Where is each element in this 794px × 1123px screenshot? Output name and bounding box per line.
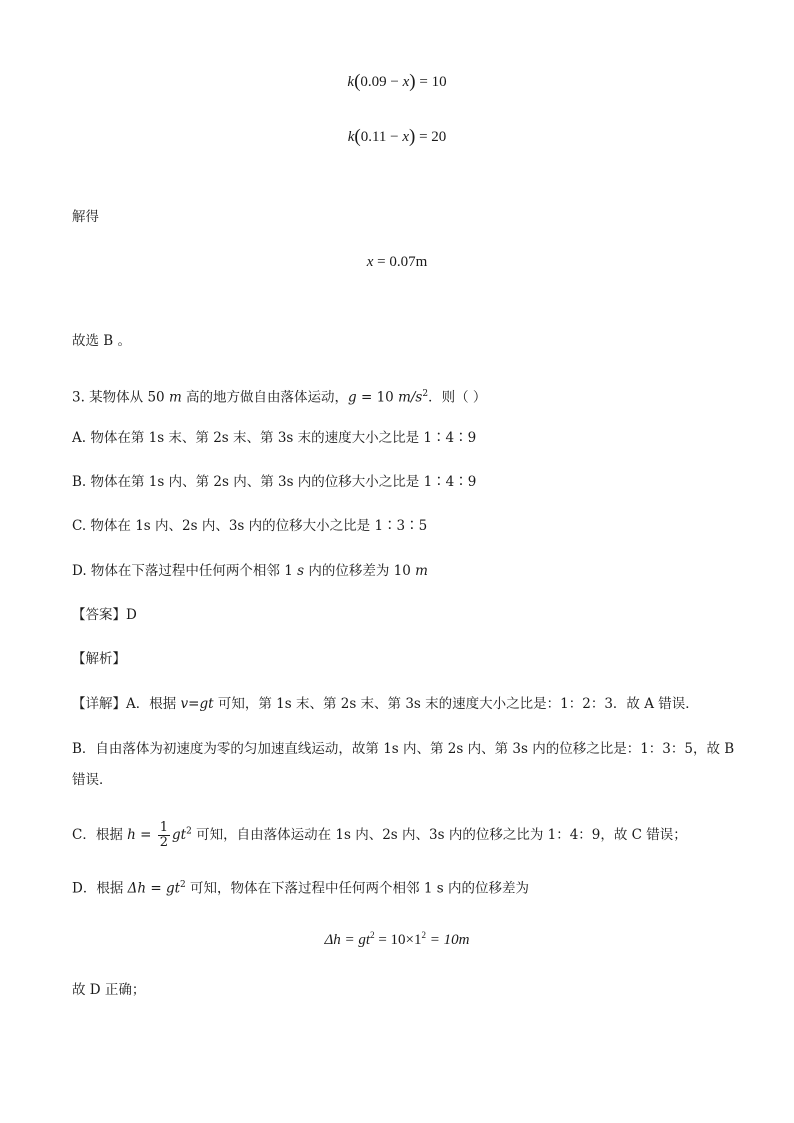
eq2-close: ) <box>409 126 416 147</box>
detail-c-post: 可知，自由落体运动在 1s 内、2s 内、3s 内的位移之比为 1：4：9，故 C 错误； <box>191 827 687 843</box>
eq1-k: k <box>347 74 355 90</box>
question-g: g <box>348 389 357 406</box>
detail-a-pre: 【详解】A．根据 <box>72 696 181 712</box>
detail-d-formula: Δh = gt <box>127 880 181 897</box>
option-d-post: 内的位移差为 10 <box>304 563 416 579</box>
equation-3 <box>0 254 794 271</box>
question-mid: 高的地方做自由落体运动， <box>181 389 349 406</box>
detail-d-exp: 2 <box>180 880 186 890</box>
detail-d <box>72 876 529 898</box>
question-3 <box>72 385 486 407</box>
option-b: B. 物体在第 1s 内、第 2s 内、第 3s 内的位移大小之比是 1∶4∶9 <box>72 474 477 490</box>
option-d-m: m <box>415 563 428 579</box>
eq-delta-lhs: Δh = gt <box>324 932 371 948</box>
detail-c-den: 2 <box>159 835 169 850</box>
eq2-var: x <box>402 129 410 145</box>
equation-delta-h <box>0 930 794 949</box>
detail-c-fraction <box>158 821 170 850</box>
eq3-var: x <box>366 254 374 270</box>
detail-d-post: 可知，物体在下落过程中任何两个相邻 1 s 内的位移差为 <box>185 880 529 897</box>
option-d-pre: D. 物体在下落过程中任何两个相邻 1 <box>72 563 298 579</box>
answer-value: D <box>126 607 137 623</box>
question-unit-m: m <box>168 389 182 406</box>
eq2-expr: 0.11 − <box>360 129 403 145</box>
answer-line <box>72 606 137 624</box>
detail-c <box>72 821 687 850</box>
equation-2 <box>0 125 794 147</box>
answer-label: 【答案】 <box>72 607 126 623</box>
detail-a <box>72 695 699 713</box>
detail-a-post: 可知，第 1s 末、第 2s 末、第 3s 末的速度大小之比是：1：2：3．故 A 错误． <box>213 696 699 712</box>
question-g-val: = 10 <box>356 389 399 406</box>
eq3-rhs: = 0.07m <box>373 254 428 270</box>
detail-c-eq: = <box>135 827 156 843</box>
option-a: A. 物体在第 1s 末、第 2s 末、第 3s 末的速度大小之比是 1∶4∶9 <box>72 430 477 446</box>
question-g-exp: 2 <box>422 389 429 399</box>
option-d-s: s <box>297 563 305 579</box>
eq2-open: ( <box>354 126 361 147</box>
detail-c-pre: C．根据 <box>72 827 128 843</box>
conclusion-b: 故选 B 。 <box>72 333 132 349</box>
equation-1 <box>0 70 794 92</box>
solve-label: 解得 <box>72 209 99 225</box>
detail-b-line2: 错误． <box>72 772 113 788</box>
eq1-close: ) <box>409 71 416 92</box>
eq2-rhs: = 20 <box>415 129 447 145</box>
option-c: C. 物体在 1s 内、2s 内、3s 内的位移大小之比是 1∶3∶5 <box>72 518 428 534</box>
question-prefix: 3. 某物体从 50 <box>72 389 169 406</box>
eq-delta-exp2: 2 <box>421 930 427 940</box>
eq-delta-exp: 2 <box>370 930 375 940</box>
detail-c-num: 1 <box>159 820 169 835</box>
eq-delta-rhs: = 10m <box>426 932 470 948</box>
conclusion-d: 故 D 正确； <box>72 982 146 998</box>
detail-a-formula: v=gt <box>180 696 214 712</box>
eq2-k: k <box>347 129 355 145</box>
eq1-open: ( <box>354 71 361 92</box>
eq1-rhs: = 10 <box>415 74 447 90</box>
question-suffix: ．则（ ） <box>428 389 487 406</box>
detail-d-pre: D．根据 <box>72 880 128 897</box>
detail-c-h: h <box>127 827 136 843</box>
detail-c-gt: gt <box>172 827 187 843</box>
detail-b-line1: B．自由落体为初速度为零的匀加速直线运动，故第 1s 内、第 2s 内、第 3s 内的位移之比是：1：3：5，故 B <box>72 741 735 757</box>
eq-delta-mid: = 10×1 <box>374 932 422 948</box>
detail-c-exp: 2 <box>186 826 192 837</box>
option-d <box>72 562 428 580</box>
eq1-var: x <box>402 74 410 90</box>
question-g-unit: m/s <box>398 389 423 406</box>
eq1-expr: 0.09 − <box>360 74 403 90</box>
analysis-label: 【解析】 <box>72 651 126 667</box>
